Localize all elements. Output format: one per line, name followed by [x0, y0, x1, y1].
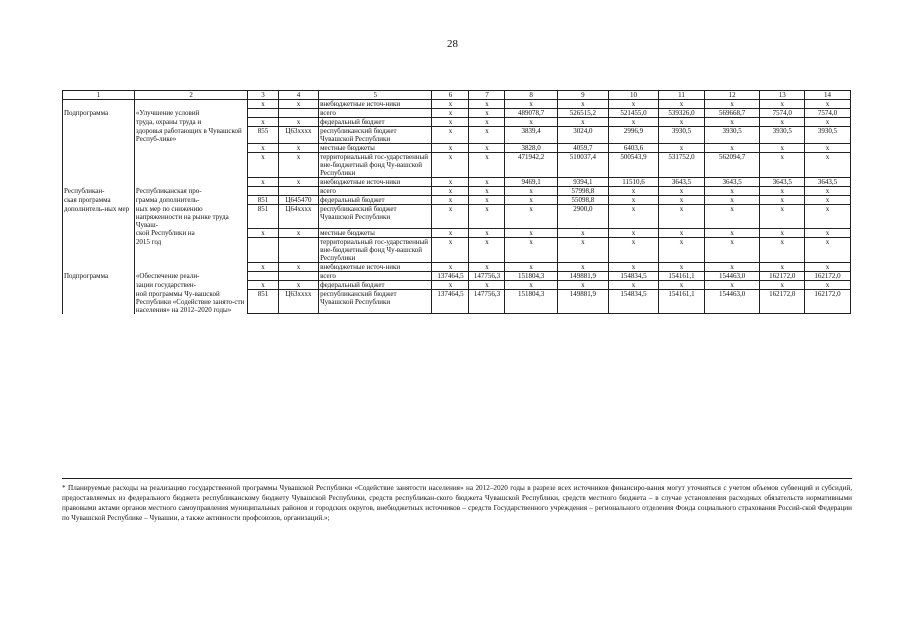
- cell-value: x: [432, 109, 469, 118]
- cell-program: [134, 178, 247, 187]
- cell-value: x: [557, 100, 608, 109]
- cell-value: 154161,1: [659, 290, 705, 314]
- cell-value: 162172,0: [760, 290, 805, 314]
- cell-value: 2996,9: [608, 127, 658, 144]
- cell-value: x: [704, 196, 760, 205]
- cell-value: x: [469, 118, 505, 127]
- table-row: [63, 290, 851, 314]
- cell-value: x: [432, 263, 469, 272]
- cell-code: Ц63хххх: [278, 127, 318, 144]
- cell-value: x: [432, 187, 469, 196]
- cell-value: x: [608, 229, 658, 238]
- cell-code: x: [278, 263, 318, 272]
- cell-program: ных мер по снижению напряженности на рынке труда Чуваш-: [134, 205, 247, 229]
- cell-value: 149881,9: [557, 272, 608, 281]
- cell-value: 3930,5: [760, 127, 805, 144]
- cell-value: x: [432, 178, 469, 187]
- cell-value: 55098,8: [557, 196, 608, 205]
- cell-value: 154161,1: [659, 272, 705, 281]
- cell-value: x: [505, 263, 557, 272]
- cell-program: 2015 год: [134, 238, 247, 263]
- cell-value: 162172,0: [805, 272, 851, 281]
- cell-value: x: [704, 118, 760, 127]
- cell-value: 539326,0: [659, 109, 705, 118]
- cell-grbs: [248, 272, 279, 281]
- cell-status: [63, 263, 135, 272]
- cell-source: внебюджетные источ-ники: [319, 178, 432, 187]
- cell-code: x: [278, 281, 318, 290]
- cell-value: 3643,5: [704, 178, 760, 187]
- cell-status: [63, 127, 135, 144]
- cell-value: x: [805, 205, 851, 229]
- cell-value: x: [469, 100, 505, 109]
- cell-value: 9469,1: [505, 178, 557, 187]
- cell-value: x: [505, 196, 557, 205]
- cell-value: 137464,5: [432, 290, 469, 314]
- cell-value: 471942,2: [505, 153, 557, 178]
- cell-value: x: [469, 109, 505, 118]
- table-row: [63, 263, 851, 272]
- table-row: [63, 272, 851, 281]
- cell-value: 3643,5: [760, 178, 805, 187]
- cell-value: 521455,0: [608, 109, 658, 118]
- cell-value: x: [469, 263, 505, 272]
- cell-value: 526515,2: [557, 109, 608, 118]
- cell-status: ская программа: [63, 196, 135, 205]
- cell-source: республиканский бюджет Чувашской Республики: [319, 127, 432, 144]
- cell-value: x: [432, 205, 469, 229]
- cell-source: всего: [319, 109, 432, 118]
- cell-program: [134, 153, 247, 178]
- table-row: [63, 205, 851, 229]
- cell-value: x: [608, 205, 658, 229]
- cell-value: x: [760, 100, 805, 109]
- cell-code: Ц63хххх: [278, 290, 318, 314]
- cell-value: x: [469, 127, 505, 144]
- cell-value: x: [608, 187, 658, 196]
- column-number: 12: [704, 91, 760, 100]
- cell-source: местные бюджеты: [319, 229, 432, 238]
- cell-value: 7574,0: [760, 109, 805, 118]
- cell-value: 162172,0: [760, 272, 805, 281]
- cell-value: x: [469, 281, 505, 290]
- cell-code: x: [278, 144, 318, 153]
- cell-value: x: [557, 238, 608, 263]
- cell-value: 3643,5: [805, 178, 851, 187]
- cell-value: x: [704, 144, 760, 153]
- cell-value: x: [760, 229, 805, 238]
- cell-value: x: [805, 229, 851, 238]
- cell-value: 500543,9: [608, 153, 658, 178]
- column-number: 8: [505, 91, 557, 100]
- cell-code: x: [278, 100, 318, 109]
- cell-code: x: [278, 178, 318, 187]
- cell-value: 154834,5: [608, 290, 658, 314]
- footnote: [62, 478, 852, 523]
- cell-value: 7574,0: [805, 109, 851, 118]
- cell-value: x: [760, 281, 805, 290]
- cell-grbs: x: [248, 229, 279, 238]
- cell-status: Подпрограмма: [63, 109, 135, 118]
- cell-value: x: [659, 187, 705, 196]
- cell-code: [278, 187, 318, 196]
- cell-status: Республикан-: [63, 187, 135, 196]
- cell-value: x: [469, 196, 505, 205]
- cell-value: x: [469, 238, 505, 263]
- cell-value: x: [659, 118, 705, 127]
- cell-value: x: [557, 229, 608, 238]
- cell-value: x: [805, 263, 851, 272]
- cell-value: x: [505, 229, 557, 238]
- cell-value: x: [704, 100, 760, 109]
- cell-grbs: x: [248, 100, 279, 109]
- column-number: 7: [469, 91, 505, 100]
- cell-value: x: [704, 205, 760, 229]
- cell-grbs: x: [248, 144, 279, 153]
- cell-value: x: [608, 100, 658, 109]
- cell-grbs: [248, 187, 279, 196]
- cell-value: x: [469, 178, 505, 187]
- cell-value: x: [760, 196, 805, 205]
- cell-value: x: [659, 100, 705, 109]
- cell-grbs: x: [248, 263, 279, 272]
- cell-status: [63, 281, 135, 290]
- cell-value: 562094,7: [704, 153, 760, 178]
- table-row: [63, 153, 851, 178]
- cell-program: ской Республики на: [134, 229, 247, 238]
- cell-status: [63, 100, 135, 109]
- cell-value: x: [505, 187, 557, 196]
- cell-code: x: [278, 118, 318, 127]
- cell-status: [63, 118, 135, 127]
- cell-value: x: [659, 281, 705, 290]
- cell-value: x: [805, 100, 851, 109]
- cell-value: x: [805, 238, 851, 263]
- cell-program: [134, 144, 247, 153]
- table-row: [63, 196, 851, 205]
- cell-value: x: [432, 229, 469, 238]
- cell-value: x: [432, 196, 469, 205]
- cell-value: x: [760, 238, 805, 263]
- cell-source: территориальный гос-ударственный вне-бюджетный фонд Чу-вашской Республики: [319, 238, 432, 263]
- cell-value: 162172,0: [805, 290, 851, 314]
- cell-value: x: [760, 205, 805, 229]
- cell-grbs: 855: [248, 127, 279, 144]
- cell-value: x: [659, 196, 705, 205]
- cell-code: Ц64хххх: [278, 205, 318, 229]
- cell-value: x: [659, 144, 705, 153]
- column-number: 14: [805, 91, 851, 100]
- cell-value: x: [704, 238, 760, 263]
- cell-grbs: x: [248, 153, 279, 178]
- cell-status: [63, 178, 135, 187]
- cell-grbs: 851: [248, 196, 279, 205]
- cell-value: 489078,7: [505, 109, 557, 118]
- column-number: 11: [659, 91, 705, 100]
- column-number: 10: [608, 91, 658, 100]
- cell-value: 6403,6: [608, 144, 658, 153]
- cell-grbs: 851: [248, 290, 279, 314]
- cell-program: [134, 100, 247, 109]
- cell-value: 154463,0: [704, 290, 760, 314]
- cell-value: 151804,3: [505, 272, 557, 281]
- cell-value: x: [608, 263, 658, 272]
- cell-value: x: [805, 281, 851, 290]
- budget-table: [62, 90, 851, 314]
- cell-value: 57998,8: [557, 187, 608, 196]
- table-row: [63, 144, 851, 153]
- cell-source: местные бюджеты: [319, 144, 432, 153]
- column-number: 9: [557, 91, 608, 100]
- cell-value: x: [805, 153, 851, 178]
- column-number: 5: [319, 91, 432, 100]
- cell-value: x: [608, 238, 658, 263]
- cell-program: ной программы Чу-вашской Республики «Содействие занято-сти населения» на 2012–2020 годы»: [134, 290, 247, 314]
- cell-value: x: [608, 196, 658, 205]
- cell-value: x: [469, 205, 505, 229]
- cell-value: x: [432, 153, 469, 178]
- cell-value: x: [704, 263, 760, 272]
- cell-program: [134, 263, 247, 272]
- cell-value: 3930,5: [805, 127, 851, 144]
- cell-program: зации государствен-: [134, 281, 247, 290]
- cell-value: 3930,5: [659, 127, 705, 144]
- cell-value: x: [505, 281, 557, 290]
- cell-value: x: [659, 205, 705, 229]
- cell-source: внебюджетные источ-ники: [319, 263, 432, 272]
- page-number: 28: [447, 38, 458, 50]
- table-row: [63, 281, 851, 290]
- column-number: 3: [248, 91, 279, 100]
- cell-value: x: [704, 281, 760, 290]
- cell-value: x: [805, 187, 851, 196]
- cell-value: 3839,4: [505, 127, 557, 144]
- cell-value: x: [432, 144, 469, 153]
- cell-program: «Улучшение условий: [134, 109, 247, 118]
- cell-value: x: [557, 281, 608, 290]
- cell-grbs: x: [248, 281, 279, 290]
- cell-value: x: [608, 118, 658, 127]
- column-number: 1: [63, 91, 135, 100]
- cell-program: грамма дополнитель-: [134, 196, 247, 205]
- cell-value: 11510,6: [608, 178, 658, 187]
- cell-value: x: [659, 263, 705, 272]
- cell-value: x: [432, 238, 469, 263]
- cell-source: всего: [319, 272, 432, 281]
- cell-source: федеральный бюджет: [319, 281, 432, 290]
- cell-program: здоровья работающих в Чувашской Респуб-лике»: [134, 127, 247, 144]
- cell-value: x: [469, 229, 505, 238]
- cell-value: 4059,7: [557, 144, 608, 153]
- cell-value: x: [557, 263, 608, 272]
- cell-value: x: [469, 187, 505, 196]
- cell-value: x: [505, 205, 557, 229]
- cell-program: труда, охраны труда и: [134, 118, 247, 127]
- cell-value: x: [805, 144, 851, 153]
- cell-status: Подпрограмма: [63, 272, 135, 281]
- cell-value: 9394,1: [557, 178, 608, 187]
- cell-grbs: x: [248, 118, 279, 127]
- cell-value: x: [659, 238, 705, 263]
- cell-value: 531752,0: [659, 153, 705, 178]
- cell-value: x: [432, 100, 469, 109]
- cell-value: 3828,0: [505, 144, 557, 153]
- cell-value: x: [432, 281, 469, 290]
- cell-value: x: [557, 118, 608, 127]
- cell-value: x: [505, 238, 557, 263]
- cell-code: [278, 272, 318, 281]
- cell-value: 569668,7: [704, 109, 760, 118]
- cell-value: x: [469, 153, 505, 178]
- cell-value: 137464,5: [432, 272, 469, 281]
- table-row: [63, 127, 851, 144]
- cell-value: x: [659, 229, 705, 238]
- cell-code: Ц645470: [278, 196, 318, 205]
- cell-value: x: [704, 187, 760, 196]
- cell-status: [63, 238, 135, 263]
- table-row: [63, 178, 851, 187]
- cell-value: 2900,0: [557, 205, 608, 229]
- cell-value: 3024,0: [557, 127, 608, 144]
- cell-code: [278, 238, 318, 263]
- column-number: 4: [278, 91, 318, 100]
- cell-value: x: [432, 127, 469, 144]
- cell-program: Республиканская про-: [134, 187, 247, 196]
- table-row: [63, 238, 851, 263]
- cell-program: «Обеспечение реали-: [134, 272, 247, 281]
- table-row: [63, 100, 851, 109]
- cell-value: 147756,3: [469, 290, 505, 314]
- cell-value: 154463,0: [704, 272, 760, 281]
- cell-code: [278, 109, 318, 118]
- cell-status: [63, 290, 135, 314]
- cell-grbs: [248, 109, 279, 118]
- cell-status: [63, 153, 135, 178]
- cell-grbs: [248, 238, 279, 263]
- cell-value: 154834,5: [608, 272, 658, 281]
- cell-value: x: [805, 196, 851, 205]
- cell-status: дополнитель-ных мер: [63, 205, 135, 229]
- cell-value: x: [760, 144, 805, 153]
- table-row: [63, 118, 851, 127]
- cell-value: x: [805, 118, 851, 127]
- column-number: 6: [432, 91, 469, 100]
- cell-code: x: [278, 153, 318, 178]
- cell-value: 151804,3: [505, 290, 557, 314]
- cell-value: 149881,9: [557, 290, 608, 314]
- table-row: [63, 187, 851, 196]
- cell-value: x: [704, 229, 760, 238]
- cell-value: x: [760, 187, 805, 196]
- cell-source: внебюджетные источ-ники: [319, 100, 432, 109]
- cell-source: всего: [319, 187, 432, 196]
- cell-value: 147756,3: [469, 272, 505, 281]
- footnote-text: * Планируемые расходы на реализацию государственной программы Чувашской Республики «Содействие занятости населения» на 2012–2020 годы в разрезе всех источников финансиро-вания могут уточняться с учетом объемов субвенций и субсидий, предоставляемых из федерального бюджета республиканскому бюджету Чувашской Республики, средств республикан-ского бюджета Чувашской Республики, средств местного бюджета – в случае установления расходных обязательств нормативными правовыми актами органов местного самоуправления муниципальных районов и городских округов, внебюджетных источников – средств Государственного учреждения – регионального отделения Фонда социального страхования Россий-ской Федерации по Чувашской Республике – Чувашии, а также активности профсоюзов, организаций.»;: [62, 484, 852, 522]
- cell-source: республиканский бюджет Чувашской Республики: [319, 290, 432, 314]
- cell-grbs: 851: [248, 205, 279, 229]
- cell-value: x: [760, 263, 805, 272]
- cell-value: x: [432, 118, 469, 127]
- cell-value: 510037,4: [557, 153, 608, 178]
- column-number: 2: [134, 91, 247, 100]
- cell-value: x: [608, 281, 658, 290]
- cell-code: x: [278, 229, 318, 238]
- cell-value: x: [469, 144, 505, 153]
- cell-status: [63, 229, 135, 238]
- cell-value: 3643,5: [659, 178, 705, 187]
- header-row: [63, 91, 851, 100]
- table-row: [63, 229, 851, 238]
- cell-source: федеральный бюджет: [319, 196, 432, 205]
- table-row: [63, 109, 851, 118]
- cell-value: x: [505, 100, 557, 109]
- cell-source: республиканский бюджет Чувашской Республики: [319, 205, 432, 229]
- cell-value: x: [505, 118, 557, 127]
- cell-value: 3930,5: [704, 127, 760, 144]
- cell-source: территориальный гос-ударственный вне-бюджетный фонд Чу-вашской Республики: [319, 153, 432, 178]
- column-number: 13: [760, 91, 805, 100]
- cell-source: федеральный бюджет: [319, 118, 432, 127]
- cell-value: x: [760, 118, 805, 127]
- cell-value: x: [760, 153, 805, 178]
- cell-status: [63, 144, 135, 153]
- cell-grbs: x: [248, 178, 279, 187]
